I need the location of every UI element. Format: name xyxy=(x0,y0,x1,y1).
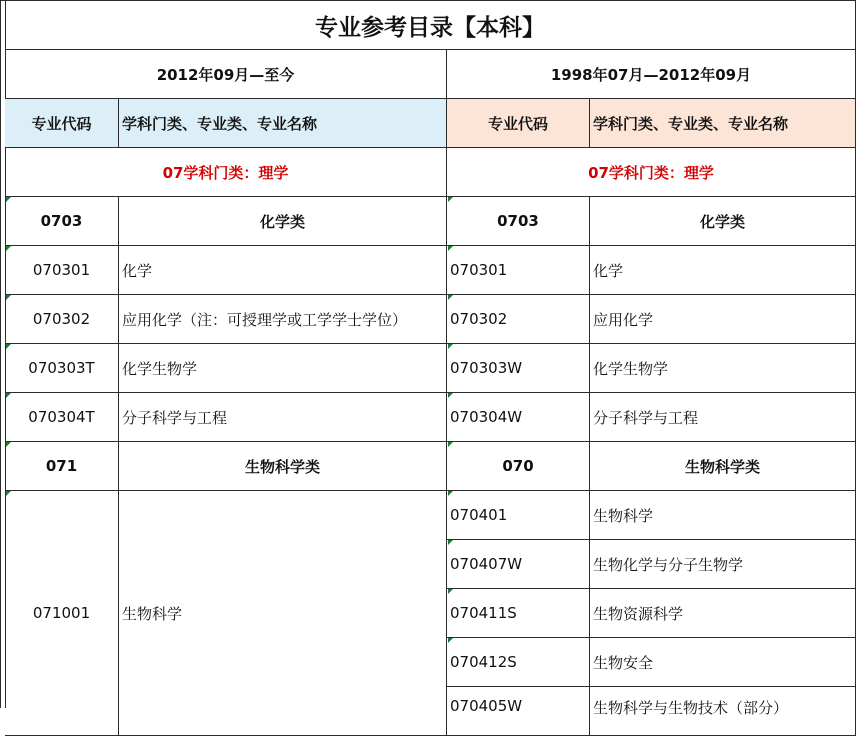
right-group-code: 0703 xyxy=(447,197,590,246)
table-row-name: 生物化学与分子生物学 xyxy=(590,540,856,589)
table-row-name: 化学 xyxy=(590,246,856,295)
cell-marker xyxy=(448,197,453,202)
left-category-label: 07学科门类：理学 xyxy=(5,148,447,197)
table-row-name: 生物安全 xyxy=(590,638,856,687)
table-row-code: 070401 xyxy=(447,491,590,540)
cell-marker xyxy=(6,344,11,349)
table-row-code: 070405W xyxy=(447,687,590,736)
table-row-code: 070303T xyxy=(5,344,119,393)
table-row-code: 070301 xyxy=(5,246,119,295)
table-row-code: 070302 xyxy=(5,295,119,344)
right-col-code-header: 专业代码 xyxy=(447,99,590,148)
cell-marker xyxy=(448,246,453,251)
right-col-name-header: 学科门类、专业类、专业名称 xyxy=(590,99,856,148)
cell-marker xyxy=(6,246,11,251)
cell-marker xyxy=(448,393,453,398)
right-group-code: 070 xyxy=(447,442,590,491)
right-group-name: 化学类 xyxy=(590,197,856,246)
table-row-name: 分子科学与工程 xyxy=(119,393,447,442)
cell-marker xyxy=(448,638,453,643)
cell-marker xyxy=(448,295,453,300)
right-group-name: 生物科学类 xyxy=(590,442,856,491)
table-row-name: 生物资源科学 xyxy=(590,589,856,638)
table-row-code: 070303W xyxy=(447,344,590,393)
left-group-code: 0703 xyxy=(5,197,119,246)
cell-marker xyxy=(448,344,453,349)
table-row-name: 化学生物学 xyxy=(590,344,856,393)
cell-marker xyxy=(448,589,453,594)
table-row-name: 化学生物学 xyxy=(119,344,447,393)
left-col-code-header: 专业代码 xyxy=(5,99,119,148)
left-col-name-header: 学科门类、专业类、专业名称 xyxy=(119,99,447,148)
right-category-label: 07学科门类：理学 xyxy=(447,148,856,197)
cell-marker xyxy=(6,491,11,496)
table-row-name: 生物科学与生物技术（部分） xyxy=(590,687,856,736)
table-row-code: 070412S xyxy=(447,638,590,687)
table-row-code: 070301 xyxy=(447,246,590,295)
cell-marker xyxy=(6,197,11,202)
table-row-code: 070411S xyxy=(447,589,590,638)
table-row-code: 070304T xyxy=(5,393,119,442)
table-row-name: 生物科学 xyxy=(590,491,856,540)
left-period-header: 2012年09月—至今 xyxy=(5,50,447,99)
table-left-border xyxy=(0,0,1,708)
table-row-code: 070304W xyxy=(447,393,590,442)
table-row-name: 分子科学与工程 xyxy=(590,393,856,442)
table-row-code: 070407W xyxy=(447,540,590,589)
table-row-name: 化学 xyxy=(119,246,447,295)
cell-marker xyxy=(6,295,11,300)
right-period-header: 1998年07月—2012年09月 xyxy=(447,50,856,99)
table-row-code-merged: 071001 xyxy=(5,491,119,736)
table-row-name-merged: 生物科学 xyxy=(119,491,447,736)
page-title: 专业参考目录【本科】 xyxy=(5,1,856,50)
cell-marker xyxy=(448,442,453,447)
table-row-name: 应用化学（注：可授理学或工学学士学位） xyxy=(119,295,447,344)
cell-marker xyxy=(6,442,11,447)
left-group-code: 071 xyxy=(5,442,119,491)
table-row-code: 070302 xyxy=(447,295,590,344)
cell-marker xyxy=(448,540,453,545)
left-group-name: 生物科学类 xyxy=(119,442,447,491)
cell-marker xyxy=(448,491,453,496)
left-group-name: 化学类 xyxy=(119,197,447,246)
cell-marker xyxy=(6,393,11,398)
table-row-name: 应用化学 xyxy=(590,295,856,344)
